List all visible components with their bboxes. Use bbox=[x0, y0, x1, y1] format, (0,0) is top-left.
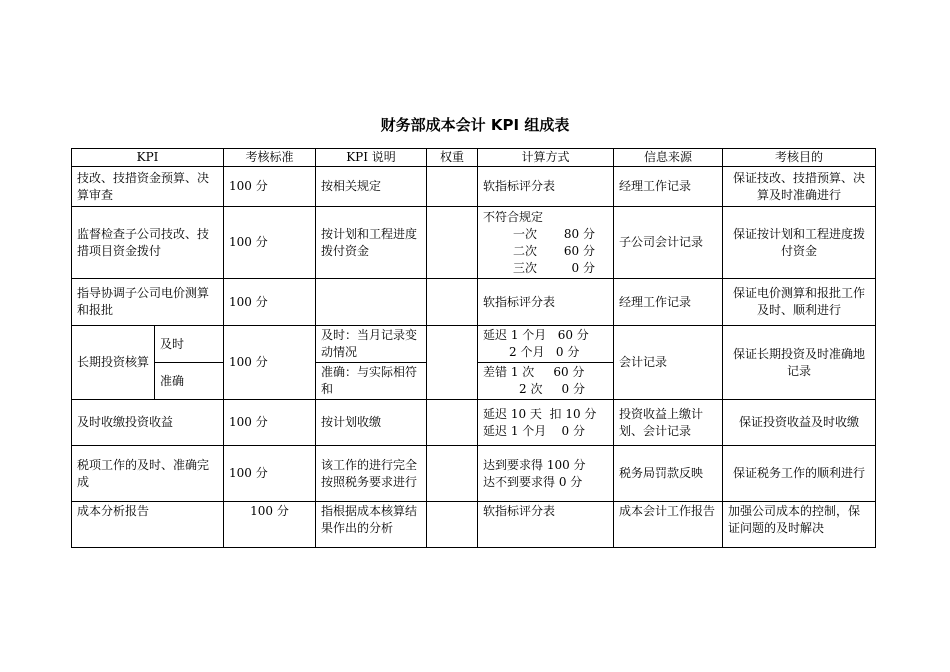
purpose-cell: 保证长期投资及时准确地记录 bbox=[723, 326, 876, 400]
header-purpose: 考核目的 bbox=[723, 149, 876, 167]
calc-cell: 延迟 10 天 扣 10 分 延迟 1 个月 0 分 bbox=[478, 400, 614, 446]
calc-cell: 差错 1 次 60 分 2 次 0 分 bbox=[478, 363, 614, 400]
calc-title: 不符合规定 bbox=[483, 209, 544, 224]
purpose-cell: 保证税务工作的顺利进行 bbox=[723, 446, 876, 502]
weight-cell bbox=[427, 400, 478, 446]
calc-cell: 软指标评分表 bbox=[478, 502, 614, 548]
kpi-sub-cell: 准确 bbox=[155, 363, 224, 400]
standard-cell: 100 分 bbox=[224, 279, 316, 326]
calc-cell: 延迟 1 个月 60 分 2 个月 0 分 bbox=[478, 326, 614, 363]
desc-cell: 按相关规定 bbox=[316, 167, 427, 207]
standard-cell: 100 分 bbox=[224, 167, 316, 207]
standard-cell: 100 分 bbox=[224, 446, 316, 502]
purpose-cell: 保证按计划和工程进度拨付资金 bbox=[723, 207, 876, 279]
source-cell: 子公司会计记录 bbox=[614, 207, 723, 279]
purpose-cell: 保证投资收益及时收缴 bbox=[723, 400, 876, 446]
header-source: 信息来源 bbox=[614, 149, 723, 167]
calc-item: 一次 80 分 bbox=[512, 226, 595, 241]
desc-cell: 及时：当月记录变动情况 bbox=[316, 326, 427, 363]
calc-cell: 软指标评分表 bbox=[478, 279, 614, 326]
desc-cell bbox=[316, 279, 427, 326]
source-cell: 税务局罚款反映 bbox=[614, 446, 723, 502]
table-row bbox=[72, 400, 876, 446]
standard-cell: 100 分 bbox=[224, 400, 316, 446]
kpi-cell: 监督检查子公司技改、技措项目资金拨付 bbox=[72, 207, 224, 279]
weight-cell bbox=[427, 446, 478, 502]
table-header-row bbox=[72, 149, 876, 167]
kpi-cell: 技改、技措资金预算、决算审查 bbox=[72, 167, 224, 207]
table-row bbox=[72, 502, 876, 548]
header-calc: 计算方式 bbox=[478, 149, 614, 167]
header-weight: 权重 bbox=[427, 149, 478, 167]
table-row bbox=[72, 326, 876, 363]
source-cell: 经理工作记录 bbox=[614, 279, 723, 326]
weight-cell bbox=[427, 167, 478, 207]
kpi-cell: 长期投资核算 bbox=[72, 326, 155, 400]
purpose-cell: 保证技改、技措预算、决算及时准确进行 bbox=[723, 167, 876, 207]
calc-cell bbox=[478, 207, 614, 279]
source-cell: 经理工作记录 bbox=[614, 167, 723, 207]
standard-cell: 100 分 bbox=[224, 502, 316, 548]
desc-cell: 按计划收缴 bbox=[316, 400, 427, 446]
calc-cell: 软指标评分表 bbox=[478, 167, 614, 207]
kpi-cell: 成本分析报告 bbox=[72, 502, 224, 548]
desc-cell: 该工作的进行完全按照税务要求进行 bbox=[316, 446, 427, 502]
page-title: 财务部成本会计 KPI 组成表 bbox=[380, 116, 570, 134]
calc-item: 三次 0 分 bbox=[512, 260, 595, 275]
kpi-cell: 税项工作的及时、准确完成 bbox=[72, 446, 224, 502]
weight-cell bbox=[427, 279, 478, 326]
weight-cell bbox=[427, 326, 478, 400]
kpi-cell: 及时收缴投资收益 bbox=[72, 400, 224, 446]
standard-cell: 100 分 bbox=[224, 326, 316, 400]
table-row bbox=[72, 279, 876, 326]
kpi-cell: 指导协调子公司电价测算和报批 bbox=[72, 279, 224, 326]
source-cell: 投资收益上缴计划、会计记录 bbox=[614, 400, 723, 446]
desc-cell: 按计划和工程进度拨付资金 bbox=[316, 207, 427, 279]
header-standard: 考核标准 bbox=[224, 149, 316, 167]
table-row bbox=[72, 167, 876, 207]
source-cell: 会计记录 bbox=[614, 326, 723, 400]
standard-cell: 100 分 bbox=[224, 207, 316, 279]
desc-cell: 准确：与实际相符和 bbox=[316, 363, 427, 400]
header-desc: KPI 说明 bbox=[316, 149, 427, 167]
header-kpi: KPI bbox=[72, 149, 224, 167]
table-row bbox=[72, 207, 876, 279]
purpose-cell: 加强公司成本的控制，保证问题的及时解决 bbox=[723, 502, 876, 548]
table-row bbox=[72, 446, 876, 502]
desc-cell: 指根据成本核算结果作出的分析 bbox=[316, 502, 427, 548]
weight-cell bbox=[427, 207, 478, 279]
kpi-sub-cell: 及时 bbox=[155, 326, 224, 363]
calc-item: 二次 60 分 bbox=[512, 243, 595, 258]
calc-cell: 达到要求得 100 分 达不到要求得 0 分 bbox=[478, 446, 614, 502]
kpi-table bbox=[71, 148, 876, 548]
source-cell: 成本会计工作报告 bbox=[614, 502, 723, 548]
weight-cell bbox=[427, 502, 478, 548]
purpose-cell: 保证电价测算和报批工作及时、顺利进行 bbox=[723, 279, 876, 326]
